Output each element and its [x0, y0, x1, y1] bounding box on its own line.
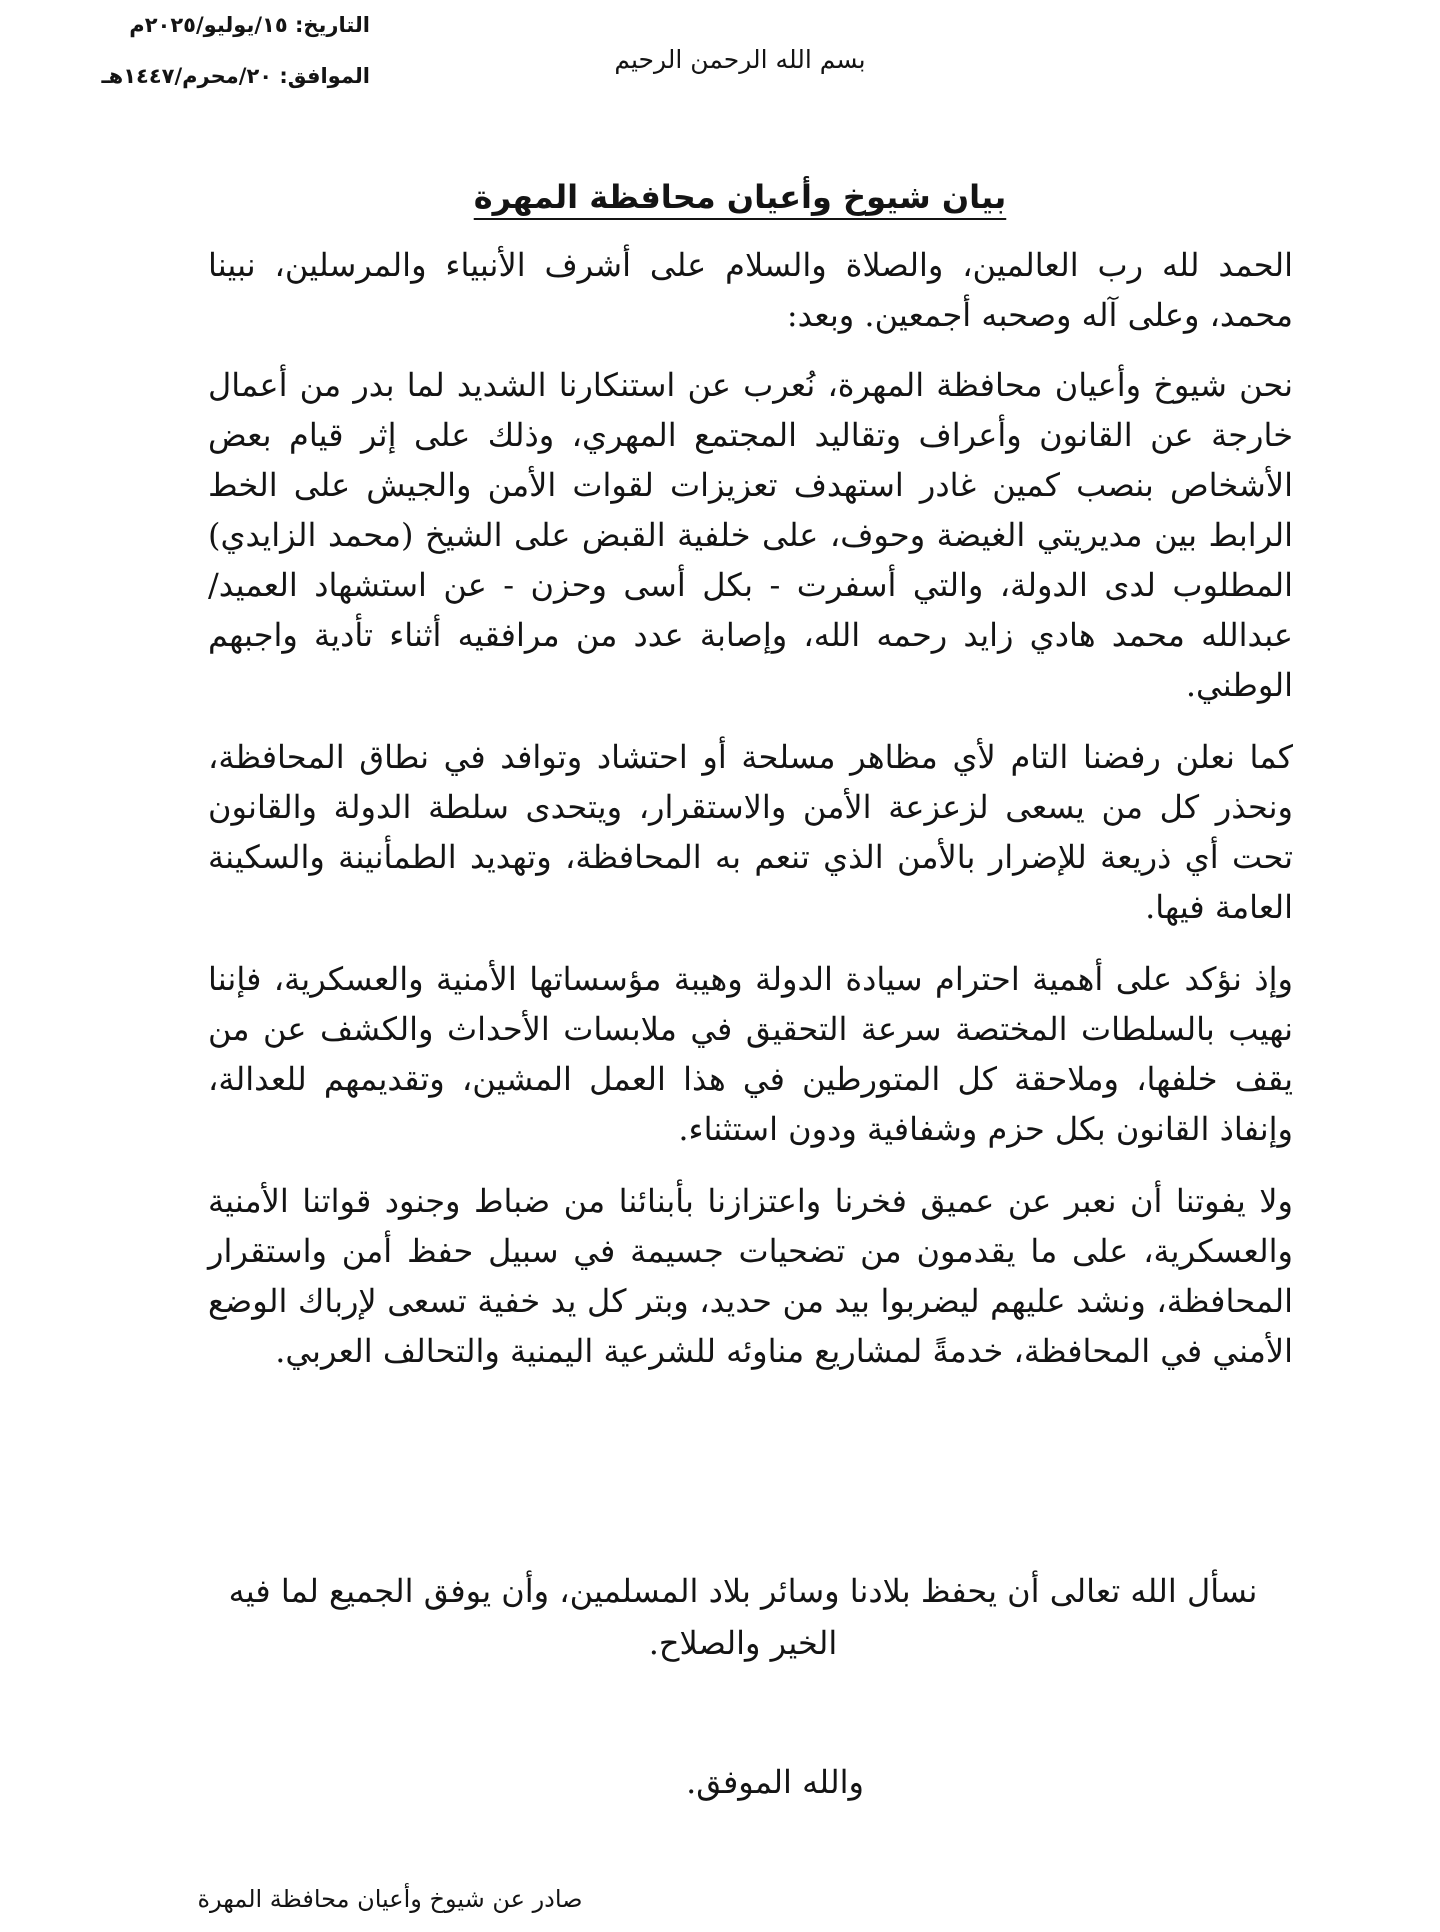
basmala: بسم الله الرحمن الرحيم	[614, 45, 866, 74]
statement-body	[208, 240, 1293, 1376]
paragraph-condemnation: نحن شيوخ وأعيان محافظة المهرة، نُعرب عن استنكارنا الشديد لما بدر من أعمال خارجة عن القانون وأعراف وتقاليد المجتمع المهري، وذلك على إثر قيام بعض الأشخاص بنصب كمين غادر استهدف تعزيزات لقوات الأمن والجيش على الخط الرابط بين مديريتي الغيضة وحوف، على خلفية القبض على الشيخ (محمد الزايدي) المطلوب لدى الدولة، والتي أسفرت - بكل أسى وحزن - عن استشهاد العميد/ عبدالله محمد هادي زايد رحمه الله، وإصابة عدد من مرافقيه أثناء تأدية واجبهم الوطني.	[208, 366, 1294, 704]
document-title-text: بيان شيوخ وأعيان محافظة المهرة	[473, 178, 1007, 216]
date-block	[70, 10, 370, 92]
closing-prayer: نسأل الله تعالى أن يحفظ بلادنا وسائر بلاد المسلمين، وأن يوفق الجميع لما فيه الخير والصلاح.	[228, 1572, 1258, 1662]
paragraph-opening: الحمد لله رب العالمين، والصلاة والسلام على أشرف الأنبياء والمرسلين، نبينا محمد، وعلى آله وصحبه أجمعين. وبعد:	[208, 246, 1293, 334]
document-title	[0, 178, 1440, 216]
paragraph-investigation: وإذ نؤكد على أهمية احترام سيادة الدولة وهيبة مؤسساتها الأمنية والعسكرية، فإننا نهيب بالسلطات المختصة سرعة التحقيق في ملابسات الأحداث والكشف عن من يقف خلفها، وملاحقة كل المتورطين في هذا العمل المشين، وتقديمهم للعدالة، وإنفاذ القانون بكل حزم وشفافية ودون استثناء.	[208, 960, 1294, 1148]
paragraph-pride: ولا يفوتنا أن نعبر عن عميق فخرنا واعتزازنا بأبنائنا من ضباط وجنود قواتنا الأمنية والعسكرية، على ما يقدمون من تضحيات جسيمة في سبيل حفظ أمن واستقرار المحافظة، ونشد عليهم ليضربوا بيد من حديد، وبتر كل يد خفية تسعى لإرباك الوضع الأمني في المحافظة، خدمةً لمشاريع مناوئه للشرعية اليمنية والتحالف العربي.	[208, 1182, 1294, 1370]
paragraph-rejection: كما نعلن رفضنا التام لأي مظاهر مسلحة أو احتشاد وتوافد في نطاق المحافظة، ونحذر كل من يسعى لزعزعة الأمن والاستقرار، ويتحدى سلطة الدولة والقانون تحت أي ذريعة للإضرار بالأمن الذي تنعم به المحافظة، وتهديد الطمأنينة والسكينة العامة فيها.	[208, 738, 1293, 926]
gregorian-date: التاريخ: ١٥/يوليو/٢٠٢٥م	[129, 13, 370, 37]
hijri-date: الموافق: ٢٠/محرم/١٤٤٧هـ	[101, 64, 370, 88]
issuer-line: صادر عن شيوخ وأعيان محافظة المهرة	[197, 1885, 583, 1913]
signoff: والله الموفق.	[686, 1763, 864, 1801]
